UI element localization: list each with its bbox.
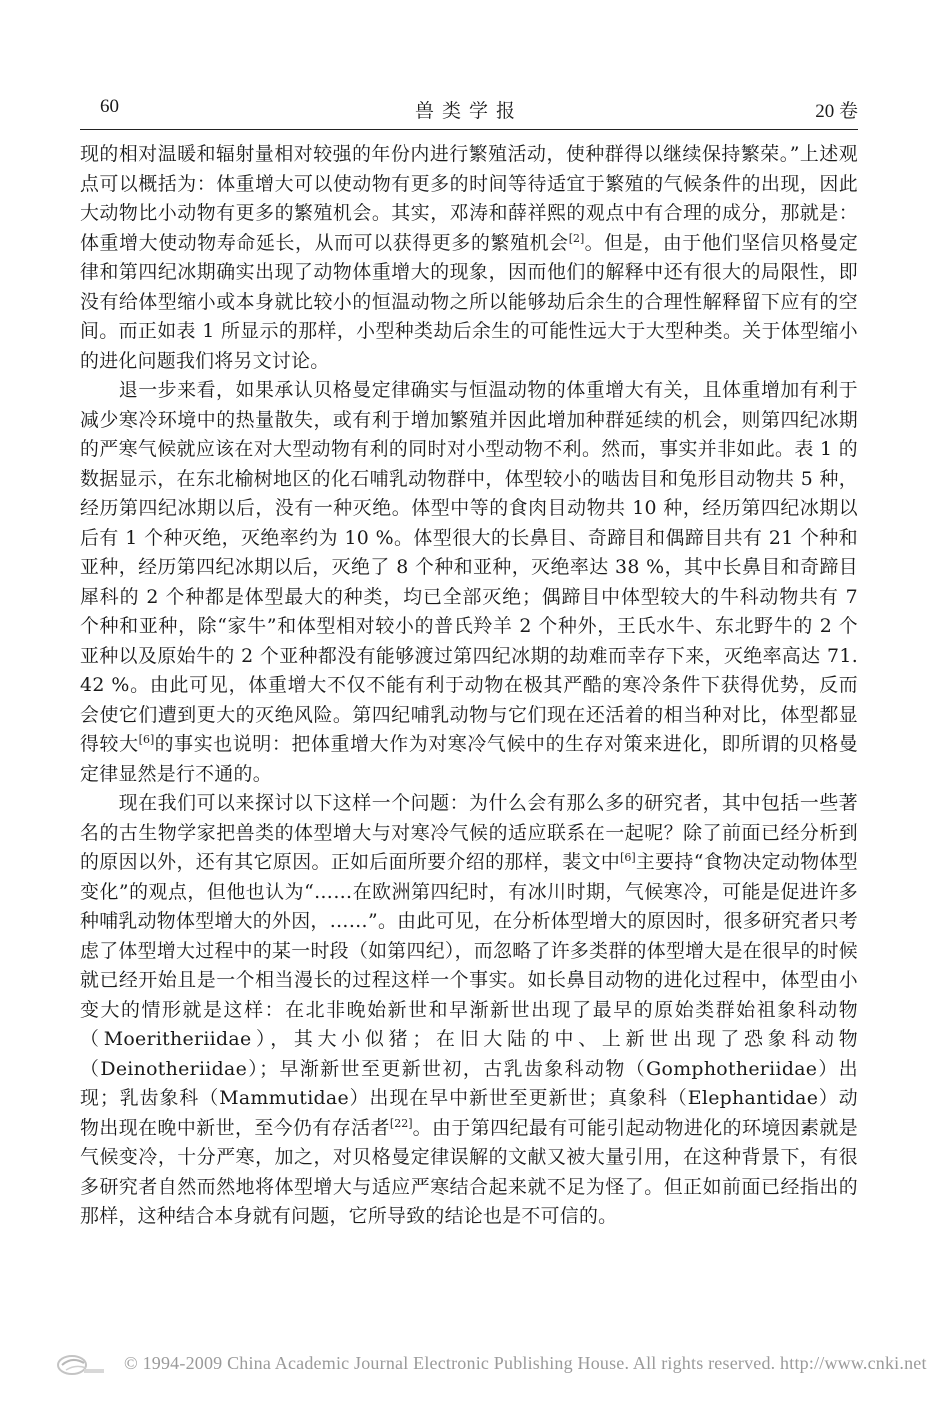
citation-ref: [2] xyxy=(568,231,585,245)
paragraph xyxy=(80,376,858,789)
running-header xyxy=(80,96,858,124)
paragraph-text: 。由于第四纪最有可能引起动物进化的环境因素就是气候变冷，十分严寒，加之，对贝格曼定律误解的文献又被大量引用，在这种背景下，有很多研究者自然而然地将体型增大与适应严寒结合起来就不足为怪了。但正如前面已经指出的那样，这种结合本身就有问题，它所导致的结论也是不可信的。 xyxy=(80,1116,858,1227)
paragraph-text: 主要持“食物决定动物体型变化”的观点，但他也认为“……在欧洲第四纪时，有冰川时期，气候寒冷，可能是促进许多种哺乳动物体型增大的外因，……”。由此可见，在分析体型增大的原因时，很多研究者只考虑了体型增大过程中的某一时段（如第四纪），而忽略了许多类群的体型增大是在很早的时候就已经开始且是一个相当漫长的过程这样一个事实。如长鼻目动物的进化过程中，体型由小变大的情形就是这样：在北非晚始新世和早渐新世出现了最早的原始类群始祖象科动物（Moeritheriidae），其大小似猪；在旧大陆的中、上新世出现了恐象科动物（Deinotheriidae）；早渐新世至更新世初，古乳齿象科动物（Gomphotheriidae）出现；乳齿象科（Mammutidae）出现在早中新世至更新世；真象科（Elephantidae）动物出现在晚中新世，至今仍有存活者 xyxy=(80,851,858,1139)
paragraph xyxy=(80,140,858,376)
article-body xyxy=(80,140,858,1232)
paragraph-text: 的事实也说明：把体重增大作为对寒冷气候中的生存对策来进化，即所谓的贝格曼定律显然是行不通的。 xyxy=(80,733,858,785)
paragraph-text: 退一步来看，如果承认贝格曼定律确实与恒温动物的体重增大有关，且体重增加有利于减少寒冷环境中的热量散失，或有利于增加繁殖并因此增加种群延续的机会，则第四纪冰期的严寒气候就应该在对大型动物有利的同时对小型动物不利。然而，事实并非如此。表 1 的数据显示，在东北榆树地区的化石哺乳动物群中，体型较小的啮齿目和兔形目动物共 5 种，经历第四纪冰期以后，没有一种灭绝。体型中等的食肉目动物共 10 种，经历第四纪冰期以后有 1 个种灭绝，灭绝率约为 10 %。体型很大的长鼻目、奇蹄目和偶蹄目共有 21 个种和亚种，经历第四纪冰期以后，灭绝了 8 个种和亚种，灭绝率达 38 %，其中长鼻目和奇蹄目犀科的 2 个种都是体型最大的种类，均已全部灭绝；偶蹄目中体型较大的牛科动物共有 7 个种和亚种，除“家牛”和体型相对较小的普氏羚羊 2 个种外，王氏水牛、东北野牛的 2 个亚种以及原始牛的 2 个亚种都没有能够渡过第四纪冰期的劫难而幸存下来，灭绝率高达 71. 42 %。由此可见，体重增大不仅不能有利于动物在极其严酷的寒冷条件下获得优势，反而会使它们遭到更大的灭绝风险。第四纪哺乳动物与它们现在还活着的相当种对比，体型都显得较大 xyxy=(80,379,858,755)
citation-ref: [22] xyxy=(389,1116,413,1130)
copyright-footer xyxy=(0,1350,950,1380)
copyright-text: © 1994-2009 China Academic Journal Electronic Publishing House. All rights reserved. http://www.cnki.net xyxy=(124,1353,927,1373)
volume-label: 20 卷 xyxy=(815,101,858,122)
citation-ref: [6] xyxy=(138,733,155,746)
citation-ref: [6] xyxy=(620,851,636,864)
journal-title: 兽类学报 xyxy=(414,101,523,122)
paragraph xyxy=(80,789,858,1232)
paragraph-text: 现的相对温暖和辐射量相对较强的年份内进行繁殖活动，使种群得以继续保持繁荣。”上述观点可以概括为：体重增大可以使动物有更多的时间等待适宜于繁殖的气候条件的出现，因此大动物比小动物有更多的繁殖机会。其实，邓涛和薛祥熙的观点中有合理的成分，那就是：体重增大使动物寿命延长，从而可以获得更多的繁殖机会 xyxy=(80,143,858,254)
cnki-logo-icon xyxy=(54,1352,106,1378)
paragraph-text: 。但是，由于他们坚信贝格曼定律和第四纪冰期确实出现了动物体重增大的现象，因而他们的解释中还有很大的局限性，即没有给体型缩小或本身就比较小的恒温动物之所以能够劫后余生的合理性解释留下应有的空间。而正如表 1 所显示的那样，小型种类劫后余生的可能性远大于大型种类。关于体型缩小的进化问题我们将另文讨论。 xyxy=(80,231,859,372)
paragraph-text: 现在我们可以来探讨以下这样一个问题：为什么会有那么多的研究者，其中包括一些著名的古生物学家把兽类的体型增大与对寒冷气候的适应联系在一起呢？除了前面已经分析到的原因以外，还有其它原因。正如后面所要介绍的那样，裴文中 xyxy=(80,792,858,873)
page-number: 60 xyxy=(100,96,119,117)
header-rule xyxy=(80,129,858,130)
